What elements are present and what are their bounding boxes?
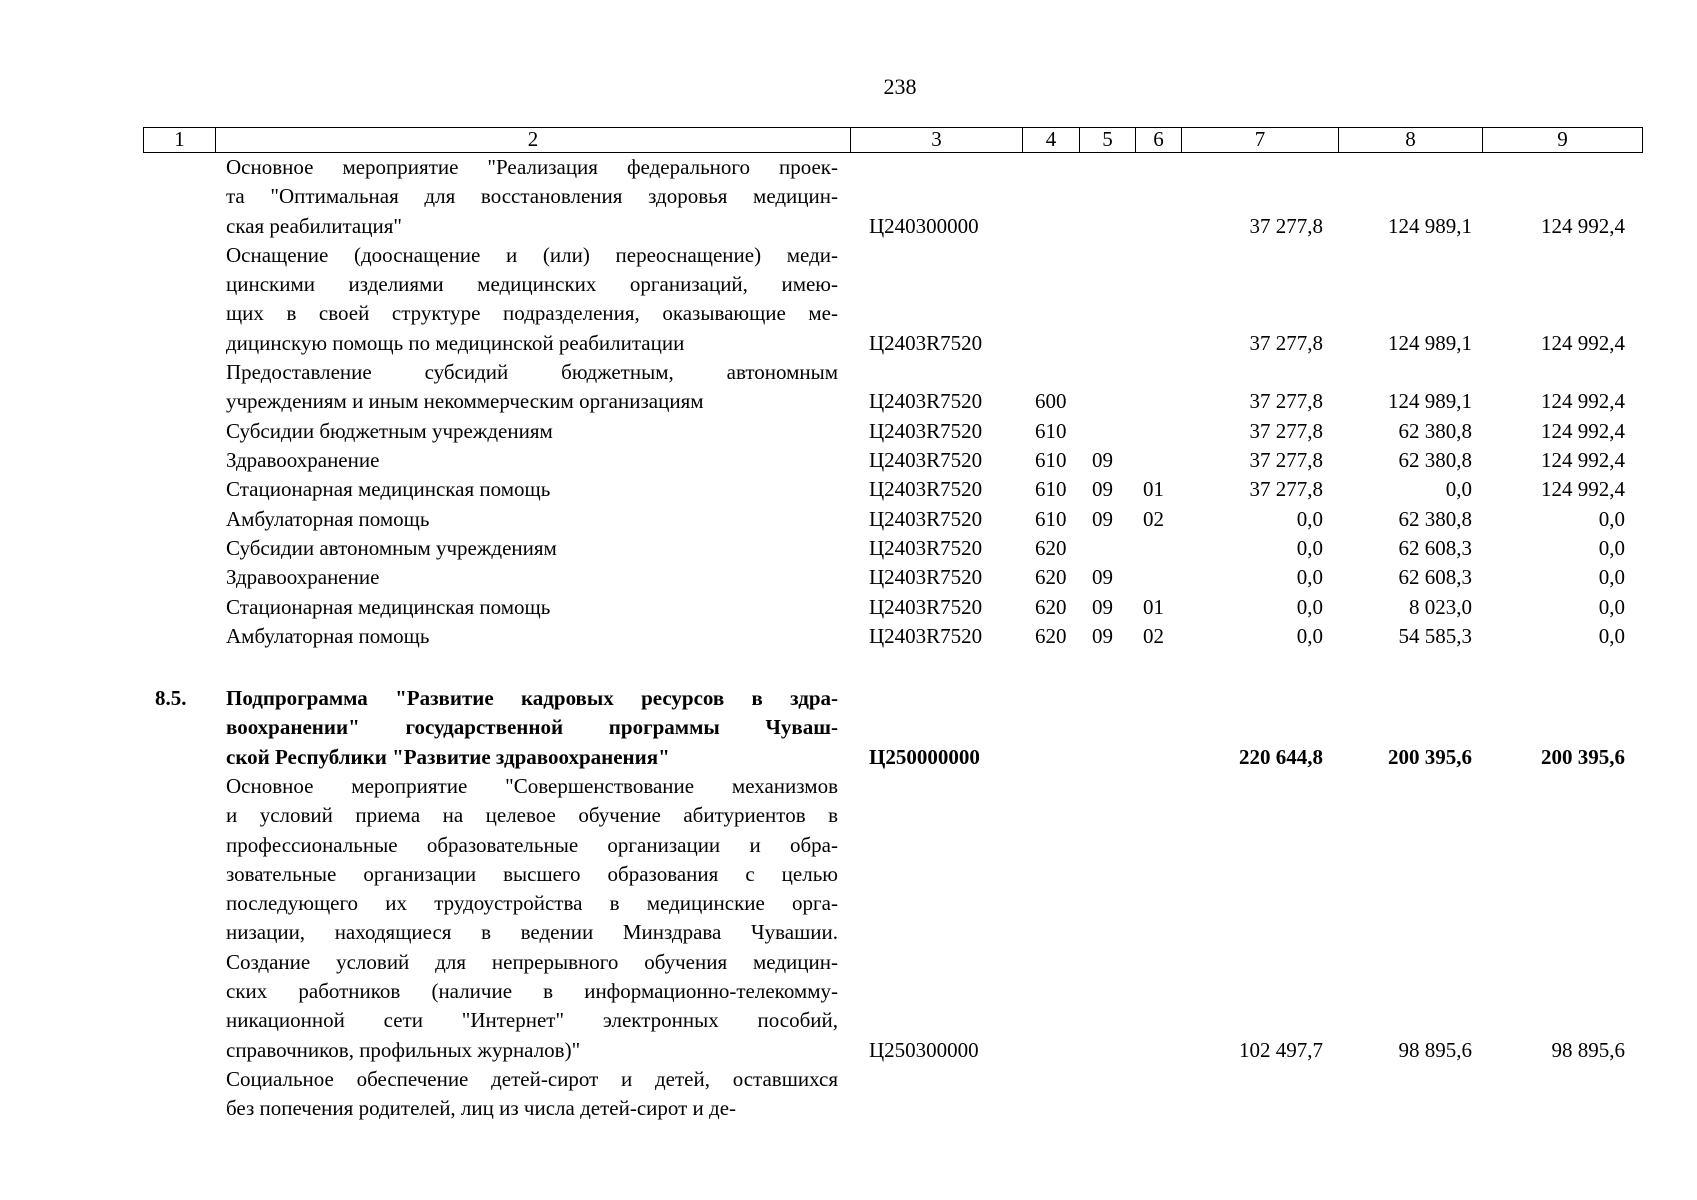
cell-description bbox=[226, 358, 838, 417]
cell-description bbox=[226, 241, 838, 358]
description-line: учреждениям и иным некоммерческим организациям bbox=[226, 389, 704, 414]
cell-v7: 0,0 bbox=[1296, 565, 1323, 590]
cell-c4: 610 bbox=[1035, 418, 1067, 443]
cell-v7: 37 277,8 bbox=[1249, 330, 1323, 355]
cell-v9: 124 992,4 bbox=[1541, 213, 1625, 238]
cell-v9: 124 992,4 bbox=[1541, 418, 1625, 443]
cell-c4: 610 bbox=[1035, 448, 1067, 472]
cell-code: Ц2403R7520 bbox=[869, 565, 983, 590]
cell-v7: 220 644,8 bbox=[1239, 744, 1323, 769]
cell-v8: 62 380,8 bbox=[1398, 418, 1472, 443]
description-line: Оснащение (дооснащение и (или) переоснащение) меди- bbox=[226, 242, 838, 267]
cell-v7: 37 277,8 bbox=[1249, 477, 1323, 502]
description-line: Стационарная медицинская помощь bbox=[226, 477, 551, 502]
description-line: зовательные организации высшего образования с целью bbox=[226, 861, 838, 886]
cell-v8: 54 585,3 bbox=[1398, 623, 1472, 648]
cell-description bbox=[226, 475, 838, 504]
cell-v8: 8 023,0 bbox=[1409, 594, 1472, 619]
cell-code: Ц2403R7520 bbox=[869, 389, 983, 414]
header-cell-2: 2 bbox=[216, 128, 851, 152]
cell-code: Ц2403R7520 bbox=[869, 623, 983, 648]
header-cell-6: 6 bbox=[1136, 128, 1182, 152]
description-line: последующего их трудоустройства в медицинские орга- bbox=[226, 891, 838, 916]
cell-code: Ц2403R7520 bbox=[869, 535, 983, 560]
cell-v9: 0,0 bbox=[1598, 535, 1625, 560]
description-line: профессиональные образовательные организации и обра- bbox=[226, 832, 838, 857]
cell-c4: 620 bbox=[1035, 565, 1067, 590]
cell-v9: 200 395,6 bbox=[1541, 744, 1625, 769]
cell-v9: 124 992,4 bbox=[1541, 389, 1625, 414]
cell-v9: 0,0 bbox=[1598, 623, 1625, 648]
cell-v8: 200 395,6 bbox=[1388, 744, 1472, 769]
description-line: Создание условий для непрерывного обучения медицин- bbox=[226, 949, 838, 974]
cell-v8: 124 989,1 bbox=[1388, 330, 1472, 355]
cell-code: Ц2403R7520 bbox=[869, 477, 983, 502]
description-line: щих в своей структуре подразделения, оказывающие ме- bbox=[226, 301, 838, 326]
cell-v9: 124 992,4 bbox=[1541, 330, 1625, 355]
description-line: Субсидии бюджетным учреждениям bbox=[226, 418, 553, 443]
cell-description bbox=[226, 772, 838, 1065]
cell-code: Ц2403R7520 bbox=[869, 594, 983, 619]
header-cell-3: 3 bbox=[851, 128, 1023, 152]
header-cell-8: 8 bbox=[1339, 128, 1483, 152]
cell-description bbox=[226, 622, 838, 651]
header-cell-1: 1 bbox=[144, 128, 216, 152]
header-cell-4: 4 bbox=[1023, 128, 1080, 152]
description-line: и условий приема на целевое обучение абитуриентов в bbox=[226, 803, 838, 828]
cell-c4: 620 bbox=[1035, 535, 1067, 560]
cell-v8: 124 989,1 bbox=[1388, 389, 1472, 414]
header-cell-5: 5 bbox=[1080, 128, 1136, 152]
description-line: никационной сети "Интернет" электронных пособий, bbox=[226, 1008, 838, 1033]
cell-v8: 98 895,6 bbox=[1398, 1037, 1472, 1062]
description-line: ской Республики "Развитие здравоохранения" bbox=[226, 744, 670, 769]
cell-v9: 124 992,4 bbox=[1541, 477, 1625, 502]
cell-c6: 02 bbox=[1143, 623, 1164, 648]
cell-description bbox=[226, 446, 838, 475]
description-line: Предоставление субсидий бюджетным, автономным bbox=[226, 360, 838, 385]
cell-c5: 09 bbox=[1092, 448, 1113, 472]
description-line: Основное мероприятие "Совершенствование механизмов bbox=[226, 774, 838, 798]
cell-v9: 0,0 bbox=[1598, 565, 1625, 590]
description-line: Стационарная медицинская помощь bbox=[226, 594, 551, 619]
cell-v7: 37 277,8 bbox=[1249, 213, 1323, 238]
cell-c5: 09 bbox=[1092, 623, 1113, 648]
cell-description bbox=[226, 684, 838, 772]
description-line: ская реабилитация" bbox=[226, 213, 402, 238]
table-header bbox=[143, 127, 1643, 153]
description-line: Основное мероприятие "Реализация федерального проек- bbox=[226, 155, 838, 179]
cell-num: 8.5. bbox=[155, 686, 187, 711]
cell-v8: 124 989,1 bbox=[1388, 213, 1472, 238]
description-line: Социальное обеспечение детей-сирот и детей, оставшихся bbox=[226, 1067, 838, 1091]
cell-v8: 62 380,8 bbox=[1398, 506, 1472, 531]
description-line: Амбулаторная помощь bbox=[226, 623, 430, 648]
cell-c6: 02 bbox=[1143, 506, 1164, 531]
cell-v9: 98 895,6 bbox=[1551, 1037, 1625, 1062]
description-line: без попечения родителей, лиц из числа детей-сирот и де- bbox=[226, 1096, 737, 1121]
cell-code: Ц240300000 bbox=[869, 213, 979, 238]
cell-code: Ц2403R7520 bbox=[869, 330, 983, 355]
cell-v7: 0,0 bbox=[1296, 594, 1323, 619]
cell-v7: 102 497,7 bbox=[1239, 1037, 1323, 1062]
cell-description bbox=[226, 505, 838, 534]
cell-v7: 37 277,8 bbox=[1249, 448, 1323, 472]
cell-description bbox=[226, 593, 838, 622]
cell-c6: 01 bbox=[1143, 477, 1164, 502]
cell-description bbox=[226, 563, 838, 592]
cell-code: Ц2403R7520 bbox=[869, 506, 983, 531]
cell-c5: 09 bbox=[1092, 594, 1113, 619]
description-line: Здравоохранение bbox=[226, 565, 380, 590]
page-number: 238 bbox=[883, 74, 917, 99]
description-line: та "Оптимальная для восстановления здоровья медицин- bbox=[226, 184, 838, 209]
cell-v9: 0,0 bbox=[1598, 506, 1625, 531]
description-line: дицинскую помощь по медицинской реабилитации bbox=[226, 330, 685, 355]
cell-code: Ц2403R7520 bbox=[869, 448, 983, 472]
cell-v9: 124 992,4 bbox=[1541, 448, 1625, 472]
cell-description bbox=[226, 417, 838, 446]
description-line: низации, находящиеся в ведении Минздрава Чувашии. bbox=[226, 920, 838, 945]
description-line: Подпрограмма "Развитие кадровых ресурсов в здра- bbox=[226, 686, 838, 711]
cell-c4: 620 bbox=[1035, 594, 1067, 619]
cell-c6: 01 bbox=[1143, 594, 1164, 619]
cell-v9: 0,0 bbox=[1598, 594, 1625, 619]
cell-c4: 610 bbox=[1035, 506, 1067, 531]
cell-code: Ц2403R7520 bbox=[869, 418, 983, 443]
cell-v7: 0,0 bbox=[1296, 623, 1323, 648]
cell-v8: 62 608,3 bbox=[1398, 565, 1472, 590]
cell-c4: 620 bbox=[1035, 623, 1067, 648]
cell-c4: 610 bbox=[1035, 477, 1067, 502]
description-line: воохранении" государственной программы Чуваш- bbox=[226, 715, 838, 740]
description-line: Амбулаторная помощь bbox=[226, 506, 430, 531]
cell-code: Ц250300000 bbox=[869, 1037, 979, 1062]
cell-v7: 37 277,8 bbox=[1249, 418, 1323, 443]
description-line: цинскими изделиями медицинских организаций, имею- bbox=[226, 272, 838, 297]
description-line: Субсидии автономным учреждениям bbox=[226, 535, 557, 560]
description-line: справочников, профильных журналов)" bbox=[226, 1037, 581, 1062]
header-cell-9: 9 bbox=[1557, 127, 1568, 151]
cell-description bbox=[226, 534, 838, 563]
cell-v7: 0,0 bbox=[1296, 506, 1323, 531]
cell-v8: 62 608,3 bbox=[1398, 535, 1472, 560]
header-cell-7: 7 bbox=[1182, 128, 1339, 152]
cell-c5: 09 bbox=[1092, 477, 1113, 502]
cell-code: Ц250000000 bbox=[869, 744, 980, 769]
cell-v8: 0,0 bbox=[1445, 477, 1472, 502]
cell-v8: 62 380,8 bbox=[1398, 448, 1472, 472]
cell-v7: 37 277,8 bbox=[1249, 389, 1323, 414]
cell-c4: 600 bbox=[1035, 389, 1067, 414]
description-line: Здравоохранение bbox=[226, 448, 380, 472]
cell-description bbox=[226, 1065, 838, 1124]
cell-c5: 09 bbox=[1092, 506, 1113, 531]
cell-c5: 09 bbox=[1092, 565, 1113, 590]
cell-description bbox=[226, 153, 838, 241]
cell-v7: 0,0 bbox=[1296, 535, 1323, 560]
description-line: ских работников (наличие в информационно-телекомму- bbox=[226, 979, 838, 1004]
